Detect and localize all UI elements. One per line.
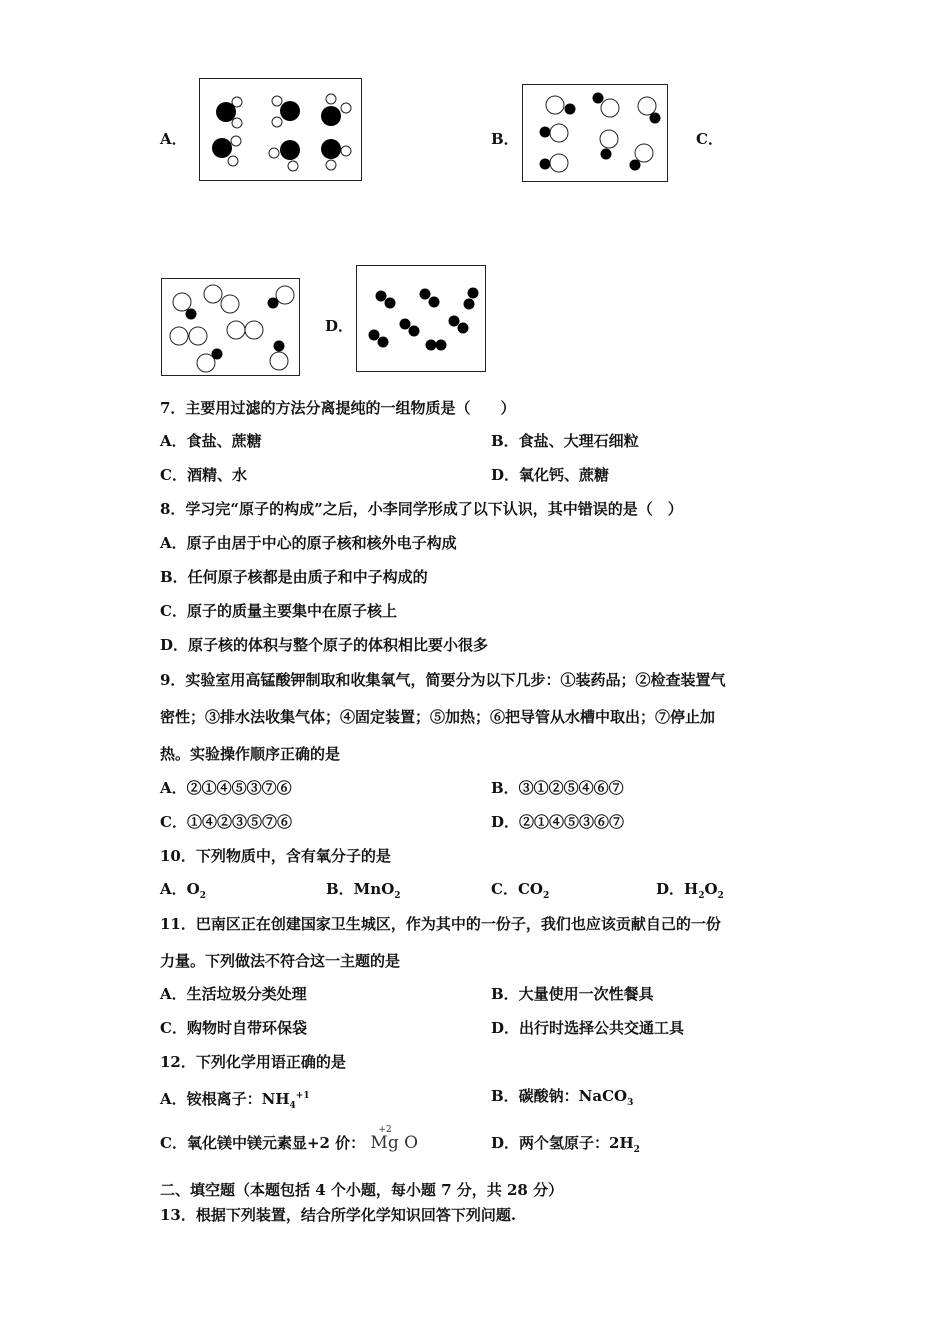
q11-option-b: B．大量使用一次性餐具 bbox=[491, 985, 654, 1003]
q10-stem: 10．下列物质中，含有氧分子的是 bbox=[160, 847, 391, 865]
q7-option-c: C．酒精、水 bbox=[160, 466, 247, 484]
q8-stem: 8．学习完“原子的构成”之后，小李同学形成了以下认识，其中错误的是（ ） bbox=[160, 500, 683, 518]
q8-option-c: C．原子的质量主要集中在原子核上 bbox=[160, 602, 397, 620]
option-c-label: C． bbox=[696, 130, 723, 148]
q8-option-b: B．任何原子核都是由质子和中子构成的 bbox=[160, 568, 428, 586]
q8-option-a: A．原子由居于中心的原子核和核外电子构成 bbox=[160, 534, 457, 552]
q7-stem: 7．主要用过滤的方法分离提纯的一组物质是（ ） bbox=[160, 399, 516, 417]
q13-stem: 13．根据下列装置，结合所学化学知识回答下列问题. bbox=[160, 1206, 517, 1224]
oxidation-state-formula: +2 Mg O bbox=[370, 1125, 419, 1153]
q9-option-b: B．③①②⑤④⑥⑦ bbox=[491, 779, 624, 797]
q11-stem-line2: 力量。下列做法不符合这一主题的是 bbox=[160, 952, 401, 970]
figure-c-molecules bbox=[161, 278, 300, 376]
q9-option-c: C．①④②③⑤⑦⑥ bbox=[160, 813, 292, 831]
q12-stem: 12．下列化学用语正确的是 bbox=[160, 1053, 346, 1071]
figure-d-molecules bbox=[356, 265, 486, 372]
q7-option-d: D．氧化钙、蔗糖 bbox=[491, 466, 610, 484]
q9-stem-line1: 9．实验室用高锰酸钾制取和收集氧气，简要分为以下几步：①装药品；②检查装置气 bbox=[160, 671, 726, 689]
q11-option-c: C．购物时自带环保袋 bbox=[160, 1019, 307, 1037]
q12-option-b: B．碳酸钠：NaCO$_3$ bbox=[491, 1087, 634, 1108]
section-2-heading: 二、填空题（本题包括 4 个小题，每小题 7 分，共 28 分） bbox=[160, 1181, 564, 1199]
q7-option-a: A．食盐、蔗糖 bbox=[160, 432, 262, 450]
figure-b-molecules bbox=[522, 84, 668, 182]
q12-option-c: C．氧化镁中镁元素显+2 价： +2 Mg O bbox=[160, 1125, 419, 1153]
figure-a-molecules bbox=[199, 78, 362, 181]
option-b-label: B． bbox=[491, 130, 519, 148]
q11-option-a: A．生活垃圾分类处理 bbox=[160, 985, 307, 1003]
option-a-label: A． bbox=[160, 130, 187, 148]
q11-option-d: D．出行时选择公共交通工具 bbox=[491, 1019, 685, 1037]
q9-stem-line3: 热。实验操作顺序正确的是 bbox=[160, 745, 341, 763]
q8-option-d: D．原子核的体积与整个原子的体积相比要小很多 bbox=[160, 636, 489, 654]
q11-stem-line1: 11．巴南区正在创建国家卫生城区，作为其中的一份子，我们也应该贡献自己的一份 bbox=[160, 915, 721, 933]
q10-option-b: B．MnO$_2$ bbox=[326, 880, 401, 901]
q9-stem-line2: 密性；③排水法收集气体；④固定装置；⑤加热；⑥把导管从水槽中取出；⑦停止加 bbox=[160, 708, 716, 726]
q12-option-a: A．铵根离子：$NH_4^{+1}$ bbox=[160, 1090, 310, 1111]
q12-option-d: D．两个氢原子：$2H_2$ bbox=[491, 1134, 640, 1155]
q7-option-b: B．食盐、大理石细粒 bbox=[491, 432, 639, 450]
q10-option-a: A．$O_2$ bbox=[160, 880, 206, 901]
q10-option-d: D．$H_2O_2$ bbox=[656, 880, 724, 901]
option-d-label: D． bbox=[325, 317, 354, 335]
q10-option-c: C．$CO_2$ bbox=[491, 880, 550, 901]
q9-option-a: A．②①④⑤③⑦⑥ bbox=[160, 779, 292, 797]
q9-option-d: D．②①④⑤③⑥⑦ bbox=[491, 813, 625, 831]
